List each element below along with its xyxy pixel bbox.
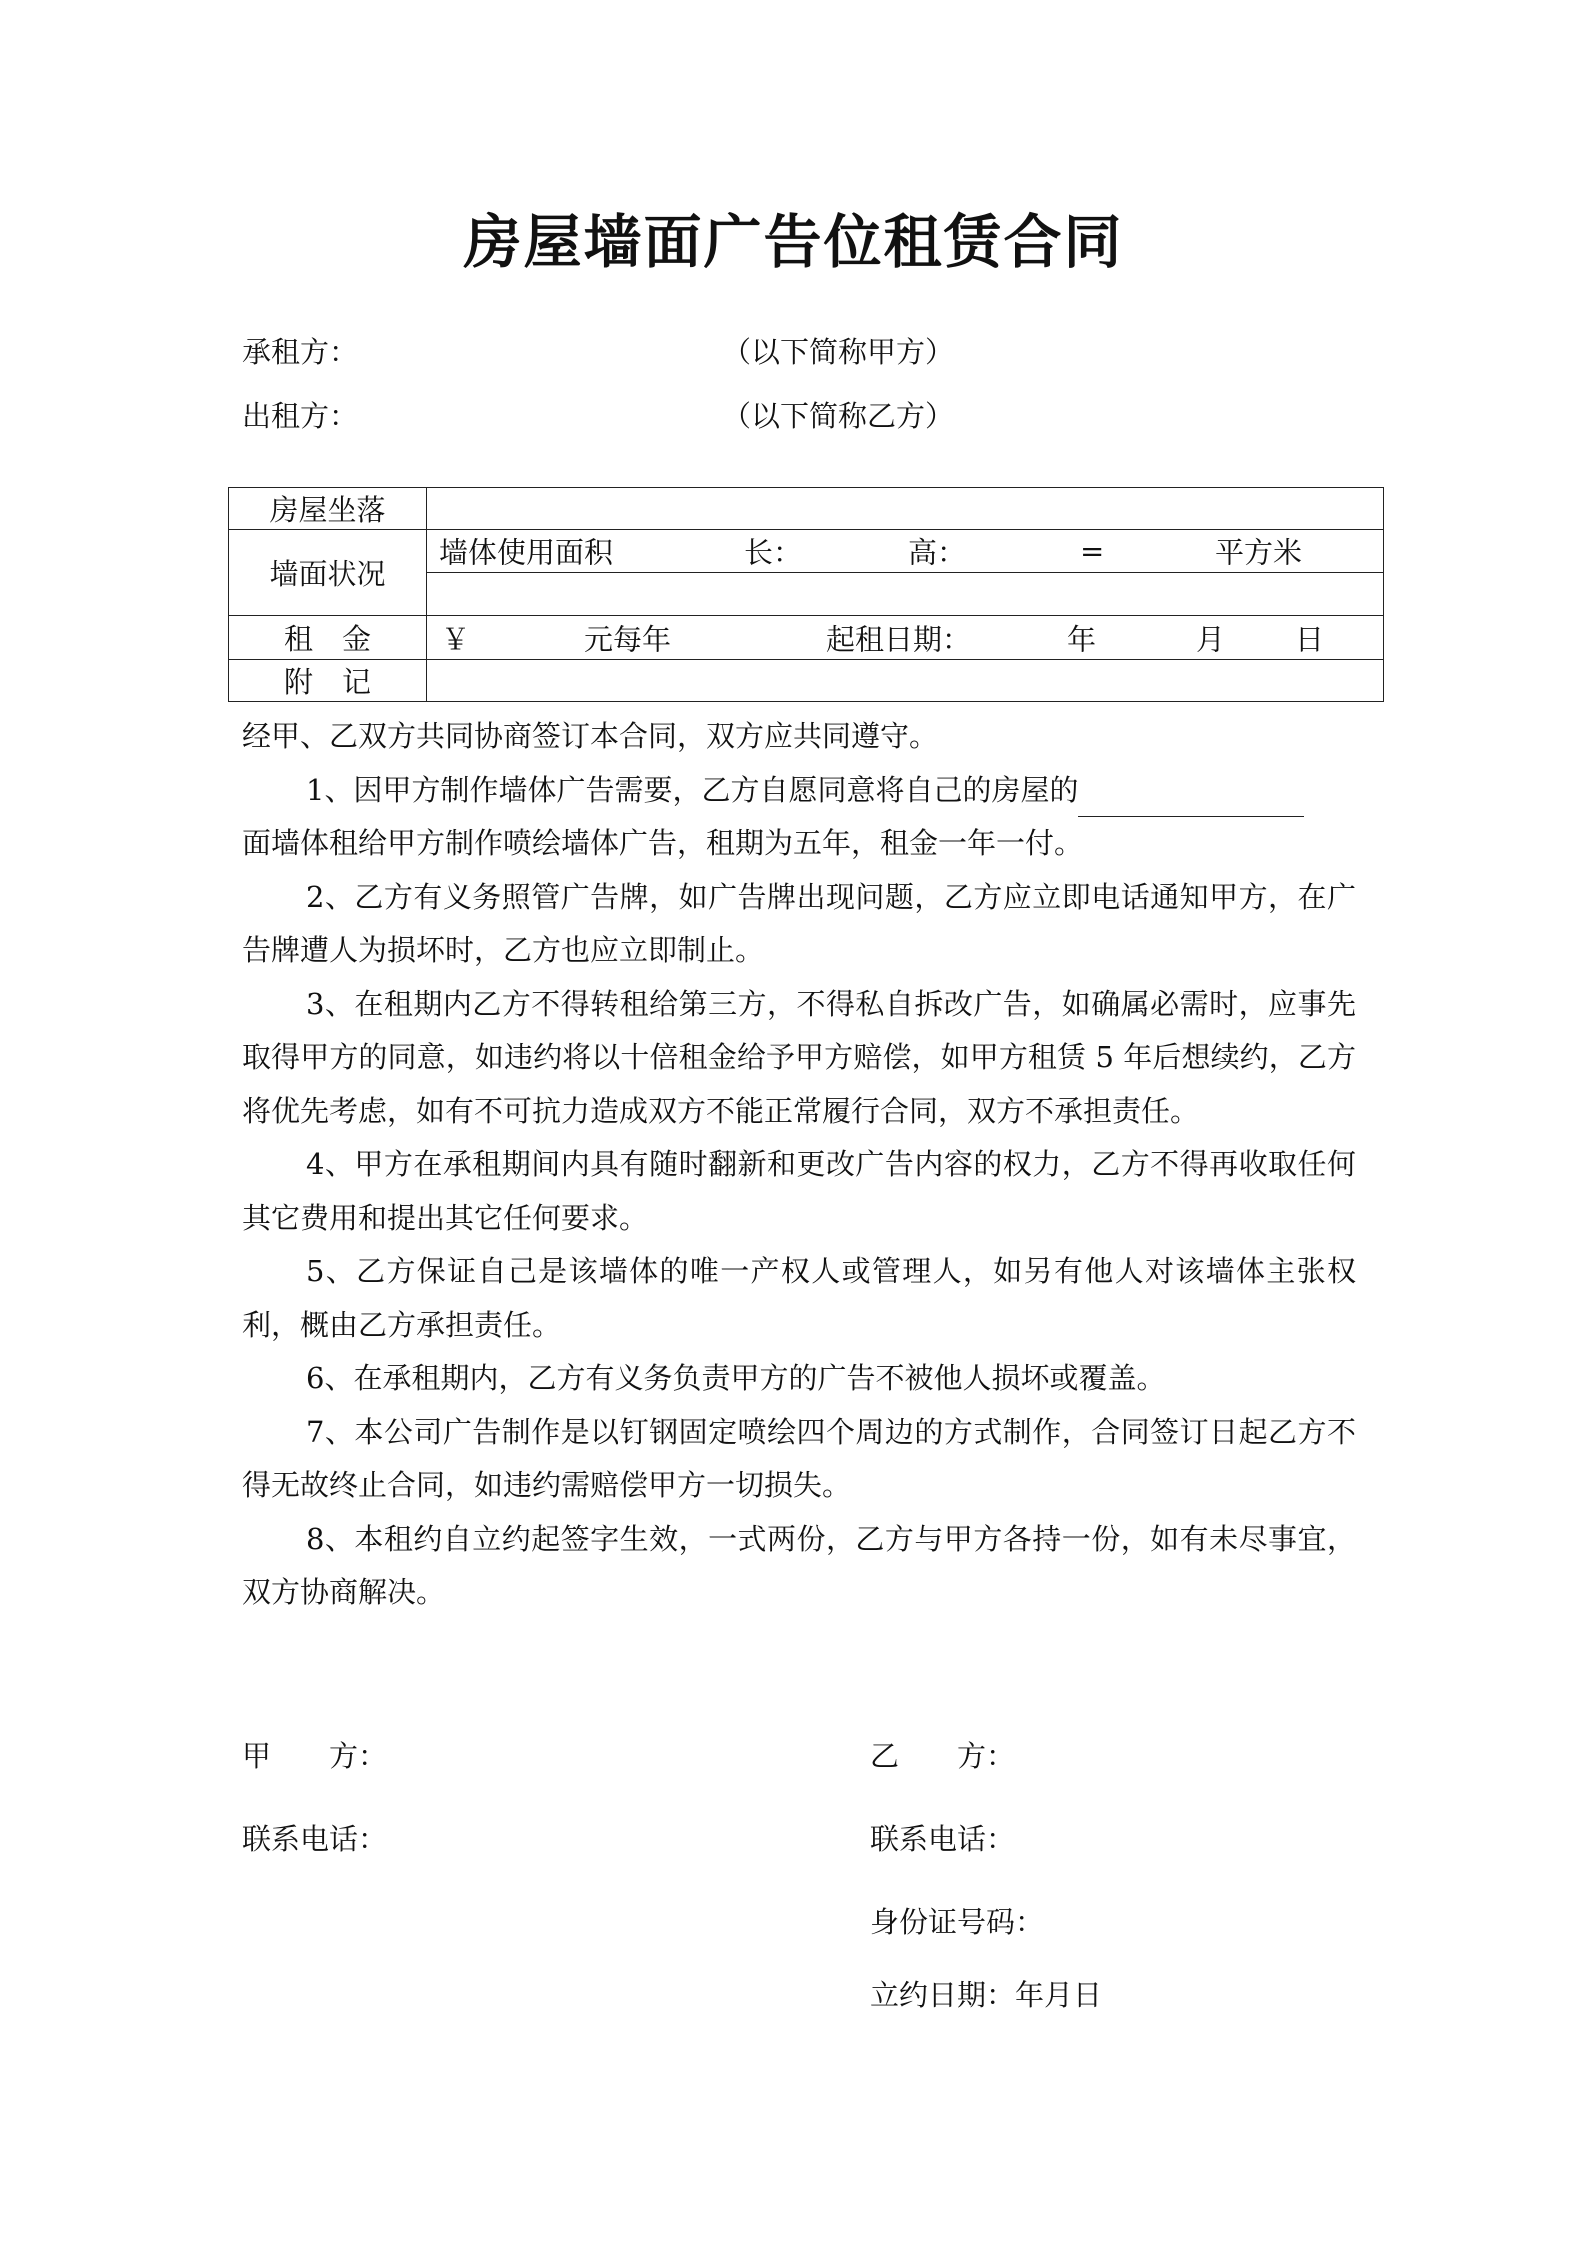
sqm-unit: 平方米 [1215, 535, 1303, 570]
party-b-signature: 乙 方： [870, 1739, 1016, 1773]
start-month-label: 月 [1196, 622, 1226, 656]
length-label: 长： [744, 535, 803, 570]
wall-area-label: 墙体使用面积 [439, 535, 614, 570]
notes-value-cell[interactable] [427, 660, 1384, 702]
rent-label: 租 金 [229, 616, 427, 660]
party-b-phone: 联系电话： [870, 1822, 1016, 1856]
lessee-note: （以下简称甲方） [722, 335, 955, 369]
start-year-label: 年 [1067, 622, 1097, 656]
clause-3: 3、在租期内乙方不得转租给第三方，不得私自拆改广告，如确属必需时，应事先取得甲方的同意，如违约将以十倍租金给予甲方赔偿，如甲方租赁 5 年后想续约，乙方将优先考虑，如有不可抗力造成双方不能正常履行合同，双方不承担责任。 [242, 986, 1356, 1128]
table-row-notes [229, 660, 1384, 702]
clause-5: 5、乙方保证自己是该墙体的唯一产权人或管理人，如另有他人对该墙体主张权利，概由乙方承担责任。 [242, 1254, 1356, 1342]
clause-6: 6、在承租期内，乙方有义务负责甲方的广告不被他人损坏或覆盖。 [306, 1361, 1166, 1395]
wall-label: 墙面状况 [229, 530, 427, 616]
currency-symbol: ￥ [441, 622, 471, 656]
wall-extra-cell[interactable] [427, 573, 1384, 616]
party-a-signature: 甲 方： [242, 1739, 388, 1773]
wall-direction-blank[interactable] [1078, 782, 1304, 817]
start-date-label: 起租日期： [826, 622, 972, 656]
location-label: 房屋坐落 [229, 488, 427, 530]
clause-4: 4、甲方在承租期间内具有随时翻新和更改广告内容的权力，乙方不得再收取任何其它费用和提出其它任何要求。 [242, 1147, 1356, 1235]
clause-1 [242, 764, 1356, 818]
table-row-wall [229, 530, 1384, 573]
table-row-rent [229, 616, 1384, 660]
lessor-label: 出租方： [242, 399, 359, 433]
wall-area-cell[interactable] [427, 530, 1384, 573]
clause-7: 7、本公司广告制作是以钉钢固定喷绘四个周边的方式制作，合同签订日起乙方不得无故终止合同，如违约需赔偿甲方一切损失。 [242, 1414, 1356, 1502]
party-b-id-number: 身份证号码： [870, 1905, 1045, 1939]
notes-label: 附 记 [229, 660, 427, 702]
rent-value-cell[interactable] [427, 616, 1384, 660]
clause-1-text-b: 面墙体租给甲方制作喷绘墙体广告，租期为五年，租金一年一付。 [242, 826, 1084, 860]
contract-sign-date: 立约日期：年月日 [870, 1978, 1103, 2012]
intro-paragraph: 经甲、乙双方共同协商签订本合同，双方应共同遵守。 [242, 719, 939, 753]
equals-sign: = [1080, 534, 1105, 568]
start-day-label: 日 [1295, 622, 1325, 656]
clause-2: 2、乙方有义务照管广告牌，如广告牌出现问题，乙方应立即电话通知甲方，在广告牌遭人为损坏时，乙方也应立即制止。 [242, 879, 1356, 967]
lessor-note: （以下简称乙方） [722, 399, 955, 433]
table-row-location [229, 488, 1384, 530]
location-value-cell[interactable] [427, 488, 1384, 530]
per-year-label: 元每年 [584, 622, 672, 656]
lessee-label: 承租方： [242, 335, 359, 369]
contract-body [242, 710, 1356, 1620]
party-a-phone: 联系电话： [242, 1822, 388, 1856]
clause-8: 8、本租约自立约起签字生效，一式两份，乙方与甲方各持一份，如有未尽事宜，双方协商解决。 [242, 1521, 1356, 1609]
clause-1-text-a: 1、因甲方制作墙体广告需要，乙方自愿同意将自己的房屋的 [306, 772, 1079, 807]
property-info-table [228, 487, 1384, 702]
page-title: 房屋墙面广告位租赁合同 [463, 208, 1124, 276]
height-label: 高： [908, 535, 967, 570]
